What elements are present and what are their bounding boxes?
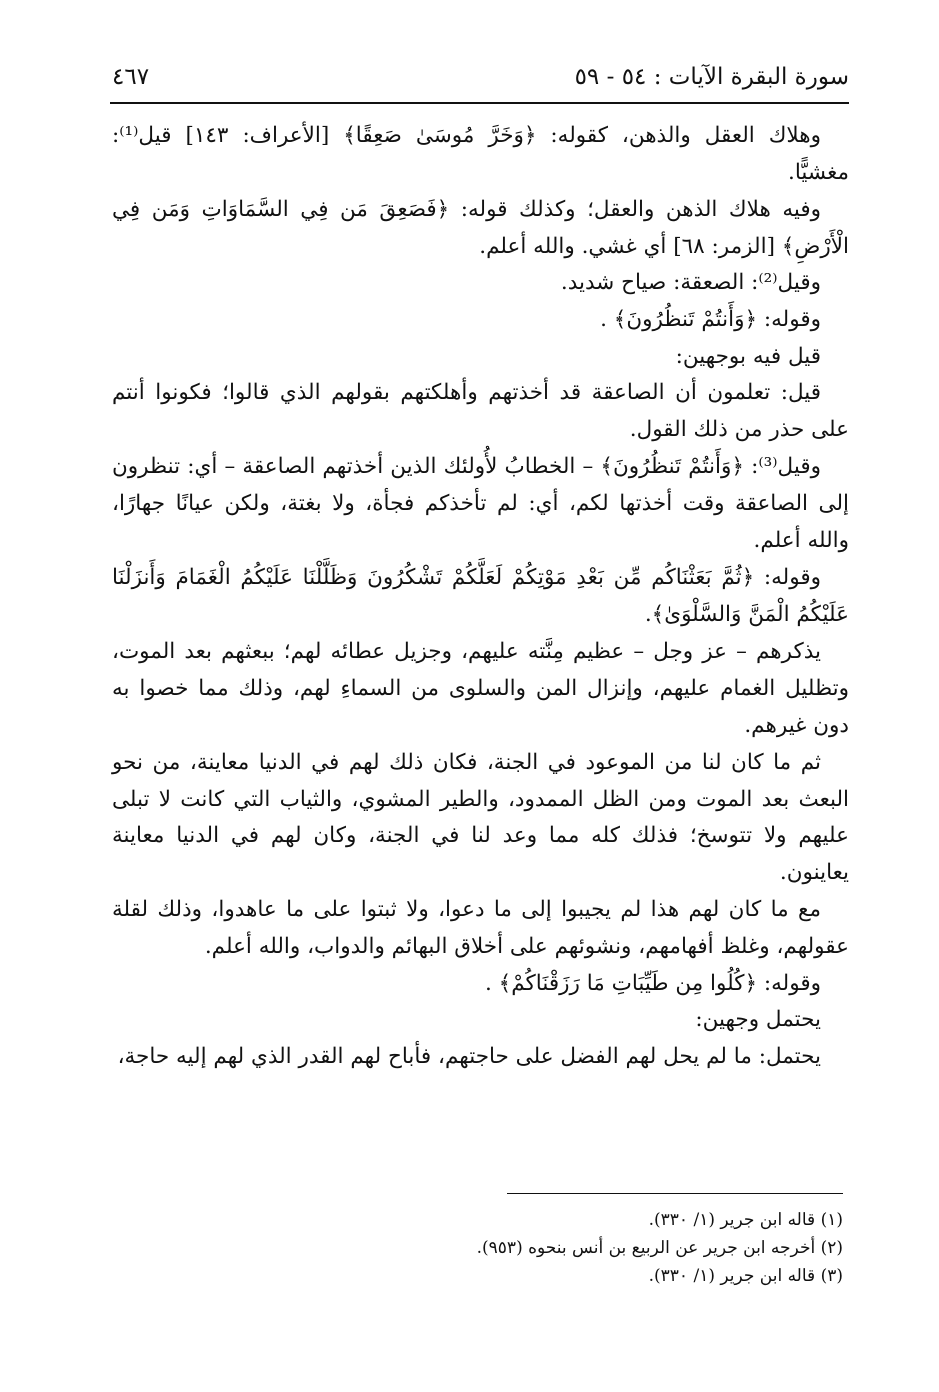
paragraph: وقوله: ﴿ثُمَّ بَعَثْنَاكُم مِّن بَعْدِ مَوْتِكُمْ لَعَلَّكُمْ تَشْكُرُونَ وَظَلَّلْنَا عَلَيْكُمُ الْغَمَامَ وَأَنزَلْنَا عَلَيْكُمُ الْمَنَّ وَالسَّلْوَىٰ﴾. [112, 565, 849, 627]
footnote: (٢) أخرجه ابن جرير عن الربيع بن أنس بنحوه (٩٥٣). [476, 1238, 843, 1258]
footnote: (١) قاله ابن جرير (١/ ٣٣٠). [648, 1210, 843, 1230]
paragraph: يحتمل: ما لم يحل لهم الفضل على حاجتهم، فأباح لهم القدر الذي لهم إليه حاجة، [117, 1043, 821, 1069]
paragraph: قيل فيه بوجهين: [675, 343, 821, 369]
paragraph: وفيه هلاك الذهن والعقل؛ وكذلك قوله: ﴿فَصَعِقَ مَن فِي السَّمَاوَاتِ وَمَن فِي الْأَرْضِ﴾ [الزمر: ٦٨] أي غشي. والله أعلم. [112, 197, 849, 259]
footnotes [112, 1206, 843, 1290]
paragraph: ثم ما كان لنا من الموعود في الجنة، فكان ذلك لهم في الدنيا معاينة، من نحو البعث بعد الموت ومن الظل الممدود، والطير المشوي، والثياب التي كانت لا تبلى عليهم ولا تتوسخ؛ فذلك كله مما وعد لنا في الجنة، وكان لهم في الدنيا معاينة يعاينون. [112, 750, 849, 885]
header-divider [110, 102, 849, 104]
paragraph: وهلاك العقل والذهن، كقوله: ﴿وَخَرَّ مُوسَىٰ صَعِقًا﴾ [الأعراف: ١٤٣] قيل⁽¹⁾: مغشيًّا. [112, 123, 849, 185]
paragraph: قيل: تعلمون أن الصاعقة قد أخذتهم وأهلكتهم بقولهم الذي قالوا؛ فكونوا أنتم على حذر من ذلك القول. [112, 380, 849, 442]
running-header [112, 58, 849, 96]
footnote-divider [507, 1193, 843, 1194]
paragraph: وقوله: ﴿كُلُوا مِن طَيِّبَاتِ مَا رَزَقْنَاكُمْ﴾ . [484, 970, 821, 996]
paragraph: مع ما كان لهم هذا لم يجيبوا إلى ما دعوا، ولا ثبتوا على ما عاهدوا، وذلك لقلة عقولهم، وغلظ أفهامهم، ونشوئهم على أخلاق البهائم والدواب، والله أعلم. [112, 897, 849, 960]
paragraph: وقوله: ﴿وَأَنتُمْ تَنظُرُونَ﴾ . [600, 306, 821, 332]
surah-heading: سورة البقرة الآيات : ٥٤ - ٥٩ [574, 64, 849, 90]
paragraph: يذكرهم – عز وجل – عظيم مِنَّته عليهم، وجزيل عطائه لهم؛ ببعثهم بعد الموت، وتظليل الغمام عليهم، وإنزال المن والسلوى من السماءِ لهم، وذلك مما خصوا به دون غيرهم. [112, 639, 849, 738]
paragraph: وقيل⁽²⁾: الصعقة: صياح شديد. [560, 270, 821, 296]
paragraph: يحتمل وجهين: [695, 1007, 821, 1033]
page-number: ٤٦٧ [112, 64, 150, 90]
paragraph: وقيل⁽³⁾: ﴿وَأَنتُمْ تَنظُرُونَ﴾ – الخطابُ لأُولئك الذين أخذتهم الصاعقة – أي: تنظرون إلى الصاعقة وقت أخذتها لكم، أي: لم تأخذكم فجأة، ولا بغتة، ولكن عيانًا جهارًا، والله أعلم. [112, 454, 849, 553]
footnote: (٣) قاله ابن جرير (١/ ٣٣٠). [648, 1266, 843, 1286]
main-text [112, 118, 849, 1075]
